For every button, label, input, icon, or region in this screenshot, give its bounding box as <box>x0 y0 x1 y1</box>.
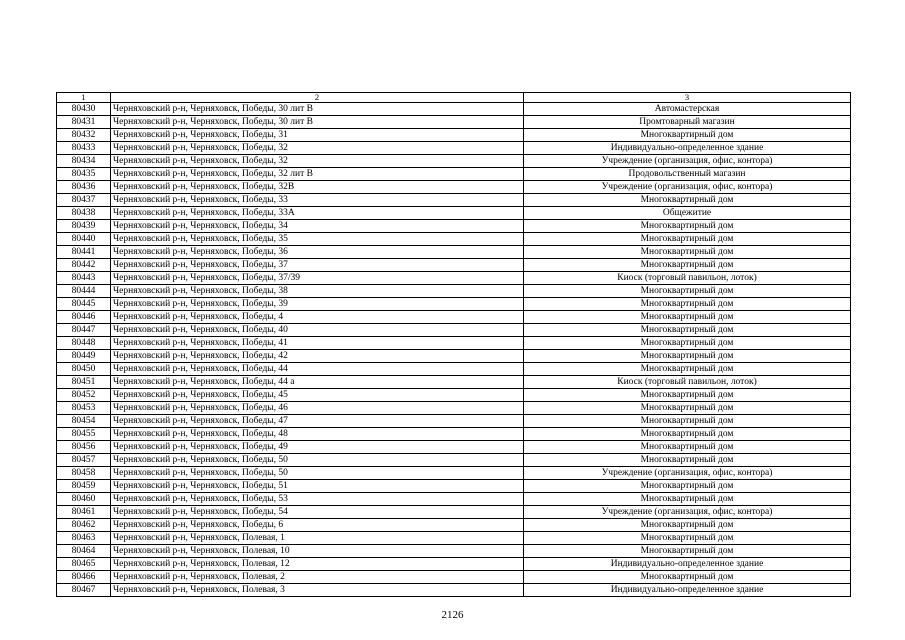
row-address-cell: Черняховский р-н, Черняховск, Полевая, 3 <box>111 584 524 597</box>
row-id-cell: 80442 <box>57 259 111 272</box>
table-row <box>57 168 851 181</box>
row-address-cell: Черняховский р-н, Черняховск, Победы, 44 <box>111 363 524 376</box>
row-id-cell: 80441 <box>57 246 111 259</box>
row-address-cell: Черняховский р-н, Черняховск, Победы, 41 <box>111 337 524 350</box>
row-address-cell: Черняховский р-н, Черняховск, Победы, 46 <box>111 402 524 415</box>
row-type-cell: Многоквартирный дом <box>524 324 851 337</box>
row-id-cell: 80456 <box>57 441 111 454</box>
row-address-cell: Черняховский р-н, Черняховск, Победы, 42 <box>111 350 524 363</box>
row-type-cell: Многоквартирный дом <box>524 402 851 415</box>
row-id-cell: 80448 <box>57 337 111 350</box>
table-row <box>57 519 851 532</box>
row-address-cell: Черняховский р-н, Черняховск, Победы, 33А <box>111 207 524 220</box>
table-row <box>57 493 851 506</box>
table-row <box>57 415 851 428</box>
row-address-cell: Черняховский р-н, Черняховск, Победы, 32 <box>111 155 524 168</box>
table-row <box>57 428 851 441</box>
row-id-cell: 80460 <box>57 493 111 506</box>
column-header-2: 2 <box>111 93 524 103</box>
row-address-cell: Черняховский р-н, Черняховск, Победы, 50 <box>111 467 524 480</box>
row-address-cell: Черняховский р-н, Черняховск, Победы, 40 <box>111 324 524 337</box>
row-address-cell: Черняховский р-н, Черняховск, Победы, 39 <box>111 298 524 311</box>
table-header-row <box>57 93 851 103</box>
row-id-cell: 80464 <box>57 545 111 558</box>
row-type-cell: Учреждение (организация, офис, контора) <box>524 181 851 194</box>
table-row <box>57 298 851 311</box>
row-type-cell: Многоквартирный дом <box>524 519 851 532</box>
row-type-cell: Многоквартирный дом <box>524 415 851 428</box>
table-row <box>57 207 851 220</box>
row-type-cell: Учреждение (организация, офис, контора) <box>524 467 851 480</box>
row-type-cell: Индивидуально-определенное здание <box>524 584 851 597</box>
row-id-cell: 80449 <box>57 350 111 363</box>
row-id-cell: 80450 <box>57 363 111 376</box>
row-address-cell: Черняховский р-н, Черняховск, Победы, 48 <box>111 428 524 441</box>
row-type-cell: Многоквартирный дом <box>524 259 851 272</box>
row-type-cell: Многоквартирный дом <box>524 350 851 363</box>
property-table <box>56 92 851 597</box>
table-row <box>57 441 851 454</box>
row-address-cell: Черняховский р-н, Черняховск, Победы, 37 <box>111 259 524 272</box>
row-id-cell: 80455 <box>57 428 111 441</box>
row-type-cell: Многоквартирный дом <box>524 233 851 246</box>
row-type-cell: Киоск (торговый павильон, лоток) <box>524 272 851 285</box>
row-type-cell: Автомастерская <box>524 103 851 116</box>
row-type-cell: Индивидуально-определенное здание <box>524 142 851 155</box>
table-row <box>57 311 851 324</box>
row-id-cell: 80451 <box>57 376 111 389</box>
table-row <box>57 402 851 415</box>
row-type-cell: Многоквартирный дом <box>524 480 851 493</box>
row-id-cell: 80452 <box>57 389 111 402</box>
row-type-cell: Многоквартирный дом <box>524 389 851 402</box>
row-type-cell: Многоквартирный дом <box>524 545 851 558</box>
row-id-cell: 80438 <box>57 207 111 220</box>
row-id-cell: 80454 <box>57 415 111 428</box>
table-row <box>57 142 851 155</box>
row-id-cell: 80447 <box>57 324 111 337</box>
row-type-cell: Учреждение (организация, офис, контора) <box>524 155 851 168</box>
row-address-cell: Черняховский р-н, Черняховск, Победы, 32В <box>111 181 524 194</box>
table-row <box>57 272 851 285</box>
row-address-cell: Черняховский р-н, Черняховск, Победы, 31 <box>111 129 524 142</box>
row-id-cell: 80466 <box>57 571 111 584</box>
table-row <box>57 480 851 493</box>
row-address-cell: Черняховский р-н, Черняховск, Полевая, 12 <box>111 558 524 571</box>
row-id-cell: 80459 <box>57 480 111 493</box>
row-address-cell: Черняховский р-н, Черняховск, Победы, 30 лит В <box>111 116 524 129</box>
row-type-cell: Многоквартирный дом <box>524 571 851 584</box>
row-address-cell: Черняховский р-н, Черняховск, Победы, 30 лит В <box>111 103 524 116</box>
row-type-cell: Многоквартирный дом <box>524 337 851 350</box>
row-address-cell: Черняховский р-н, Черняховск, Победы, 53 <box>111 493 524 506</box>
column-header-3: 3 <box>524 93 851 103</box>
row-address-cell: Черняховский р-н, Черняховск, Победы, 6 <box>111 519 524 532</box>
table-row <box>57 103 851 116</box>
table-row <box>57 155 851 168</box>
row-id-cell: 80453 <box>57 402 111 415</box>
row-type-cell: Многоквартирный дом <box>524 428 851 441</box>
row-address-cell: Черняховский р-н, Черняховск, Победы, 49 <box>111 441 524 454</box>
row-id-cell: 80458 <box>57 467 111 480</box>
row-type-cell: Многоквартирный дом <box>524 363 851 376</box>
row-address-cell: Черняховский р-н, Черняховск, Победы, 34 <box>111 220 524 233</box>
row-id-cell: 80433 <box>57 142 111 155</box>
table-row <box>57 285 851 298</box>
row-type-cell: Многоквартирный дом <box>524 311 851 324</box>
table-row <box>57 558 851 571</box>
row-type-cell: Многоквартирный дом <box>524 129 851 142</box>
row-id-cell: 80462 <box>57 519 111 532</box>
row-address-cell: Черняховский р-н, Черняховск, Победы, 38 <box>111 285 524 298</box>
row-id-cell: 80463 <box>57 532 111 545</box>
table-row <box>57 532 851 545</box>
row-address-cell: Черняховский р-н, Черняховск, Победы, 36 <box>111 246 524 259</box>
row-address-cell: Черняховский р-н, Черняховск, Полевая, 2 <box>111 571 524 584</box>
row-type-cell: Многоквартирный дом <box>524 532 851 545</box>
table-row <box>57 350 851 363</box>
table-row <box>57 584 851 597</box>
row-id-cell: 80440 <box>57 233 111 246</box>
row-id-cell: 80434 <box>57 155 111 168</box>
row-id-cell: 80431 <box>57 116 111 129</box>
table-row <box>57 545 851 558</box>
row-id-cell: 80435 <box>57 168 111 181</box>
row-type-cell: Индивидуально-определенное здание <box>524 558 851 571</box>
table-row <box>57 389 851 402</box>
row-id-cell: 80446 <box>57 311 111 324</box>
table-row <box>57 467 851 480</box>
row-address-cell: Черняховский р-н, Черняховск, Победы, 37/39 <box>111 272 524 285</box>
row-address-cell: Черняховский р-н, Черняховск, Победы, 50 <box>111 454 524 467</box>
row-id-cell: 80443 <box>57 272 111 285</box>
table-row <box>57 181 851 194</box>
row-id-cell: 80430 <box>57 103 111 116</box>
row-address-cell: Черняховский р-н, Черняховск, Победы, 33 <box>111 194 524 207</box>
table-row <box>57 129 851 142</box>
table-row <box>57 337 851 350</box>
row-type-cell: Многоквартирный дом <box>524 493 851 506</box>
table-row <box>57 506 851 519</box>
row-address-cell: Черняховский р-н, Черняховск, Победы, 32 <box>111 142 524 155</box>
table-row <box>57 363 851 376</box>
row-address-cell: Черняховский р-н, Черняховск, Победы, 54 <box>111 506 524 519</box>
row-type-cell: Многоквартирный дом <box>524 194 851 207</box>
row-id-cell: 80461 <box>57 506 111 519</box>
row-address-cell: Черняховский р-н, Черняховск, Победы, 35 <box>111 233 524 246</box>
row-id-cell: 80432 <box>57 129 111 142</box>
row-type-cell: Многоквартирный дом <box>524 298 851 311</box>
row-address-cell: Черняховский р-н, Черняховск, Победы, 51 <box>111 480 524 493</box>
row-id-cell: 80439 <box>57 220 111 233</box>
table-row <box>57 324 851 337</box>
row-type-cell: Киоск (торговый павильон, лоток) <box>524 376 851 389</box>
row-type-cell: Промтоварный магазин <box>524 116 851 129</box>
row-address-cell: Черняховский р-н, Черняховск, Победы, 32 лит В <box>111 168 524 181</box>
row-type-cell: Продовольственный магазин <box>524 168 851 181</box>
row-id-cell: 80465 <box>57 558 111 571</box>
table-row <box>57 259 851 272</box>
row-address-cell: Черняховский р-н, Черняховск, Победы, 47 <box>111 415 524 428</box>
column-header-1: 1 <box>57 93 111 103</box>
table-row <box>57 194 851 207</box>
row-type-cell: Многоквартирный дом <box>524 285 851 298</box>
row-type-cell: Многоквартирный дом <box>524 246 851 259</box>
row-id-cell: 80437 <box>57 194 111 207</box>
table-row <box>57 246 851 259</box>
row-address-cell: Черняховский р-н, Черняховск, Полевая, 10 <box>111 545 524 558</box>
table-body <box>57 93 851 597</box>
page-number: 2126 <box>441 609 464 621</box>
row-type-cell: Учреждение (организация, офис, контора) <box>524 506 851 519</box>
row-id-cell: 80467 <box>57 584 111 597</box>
table-row <box>57 571 851 584</box>
row-type-cell: Общежитие <box>524 207 851 220</box>
row-type-cell: Многоквартирный дом <box>524 220 851 233</box>
row-id-cell: 80436 <box>57 181 111 194</box>
table-row <box>57 116 851 129</box>
row-id-cell: 80444 <box>57 285 111 298</box>
row-type-cell: Многоквартирный дом <box>524 441 851 454</box>
row-type-cell: Многоквартирный дом <box>524 454 851 467</box>
row-address-cell: Черняховский р-н, Черняховск, Победы, 4 <box>111 311 524 324</box>
row-address-cell: Черняховский р-н, Черняховск, Полевая, 1 <box>111 532 524 545</box>
row-address-cell: Черняховский р-н, Черняховск, Победы, 44 а <box>111 376 524 389</box>
table-row <box>57 454 851 467</box>
table-row <box>57 220 851 233</box>
row-address-cell: Черняховский р-н, Черняховск, Победы, 45 <box>111 389 524 402</box>
row-id-cell: 80457 <box>57 454 111 467</box>
row-id-cell: 80445 <box>57 298 111 311</box>
table-row <box>57 376 851 389</box>
table-row <box>57 233 851 246</box>
